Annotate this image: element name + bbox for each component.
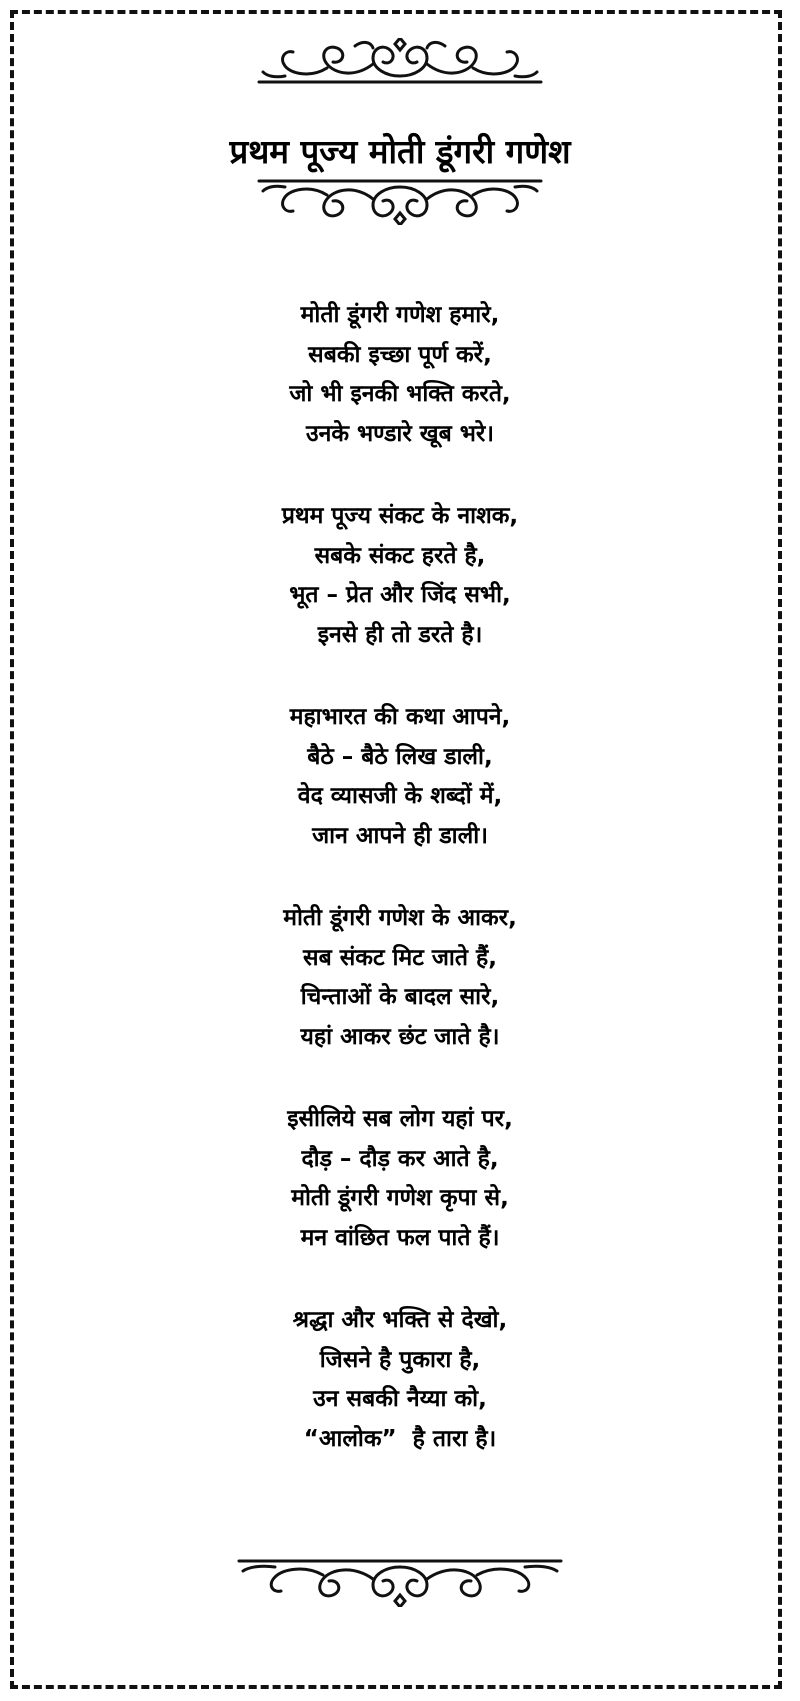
poem-line: चिन्ताओं के बादल सारे, xyxy=(300,984,500,1010)
poem-line: जो भी इनकी भक्ति करते, xyxy=(289,381,511,407)
poem-line: सब संकट मिट जाते हैं, xyxy=(303,944,497,971)
scroll-ornament-top xyxy=(0,38,800,88)
poem-line: बैठे – बैठे लिख डाली, xyxy=(307,743,493,770)
poem-line: मोती डूंगरी गणेश हमारे, xyxy=(300,302,500,328)
poem-line: वेद व्यासजी के शब्दों में, xyxy=(297,783,503,809)
poem-line: उनके भण्डारे खूब भरे। xyxy=(305,420,495,447)
poem-line: महाभारत की कथा आपने, xyxy=(289,704,511,730)
poem-line: दौड़ – दौड़ कर आते है, xyxy=(301,1145,499,1172)
poem-line: मोती डूंगरी गणेश के आकर, xyxy=(283,905,517,931)
poem-line: इसीलिये सब लोग यहां पर, xyxy=(287,1106,513,1132)
poem-line: जिसने है पुकारा है, xyxy=(319,1346,481,1373)
stanza xyxy=(0,698,800,856)
poem-line: उन सबकी नैय्या को, xyxy=(313,1386,487,1412)
poem-line: सबकी इच्छा पूर्ण करें, xyxy=(308,341,492,368)
poem-line: श्रद्धा और भक्ति से देखो, xyxy=(292,1307,508,1333)
poem-line: यहां आकर छंट जाते है। xyxy=(300,1023,500,1050)
scroll-ornament-bottom xyxy=(0,1555,800,1607)
poem-line: मन वांछित फल पाते हैं। xyxy=(300,1224,500,1251)
poem-body xyxy=(0,296,800,1502)
scroll-ornament-under-title xyxy=(0,175,800,225)
stanza xyxy=(0,1100,800,1258)
stanza xyxy=(0,899,800,1057)
stanza xyxy=(0,497,800,655)
page-title: प्रथम पूज्य मोती डूंगरी गणेश xyxy=(229,132,571,171)
poem-line: भूत – प्रेत और जिंद सभी, xyxy=(289,582,511,608)
poem-line: इनसे ही तो डरते है। xyxy=(317,621,483,648)
poem-line: सबके संकट हरते है, xyxy=(314,542,486,569)
stanza xyxy=(0,296,800,454)
poem-line: प्रथम पूज्य संकट के नाशक, xyxy=(281,503,519,529)
poem-line: “आलोक” है तारा है। xyxy=(303,1425,497,1452)
poem-line: जान आपने ही डाली। xyxy=(312,822,488,849)
stanza xyxy=(0,1301,800,1459)
poem-line: मोती डूंगरी गणेश कृपा से, xyxy=(291,1185,509,1211)
